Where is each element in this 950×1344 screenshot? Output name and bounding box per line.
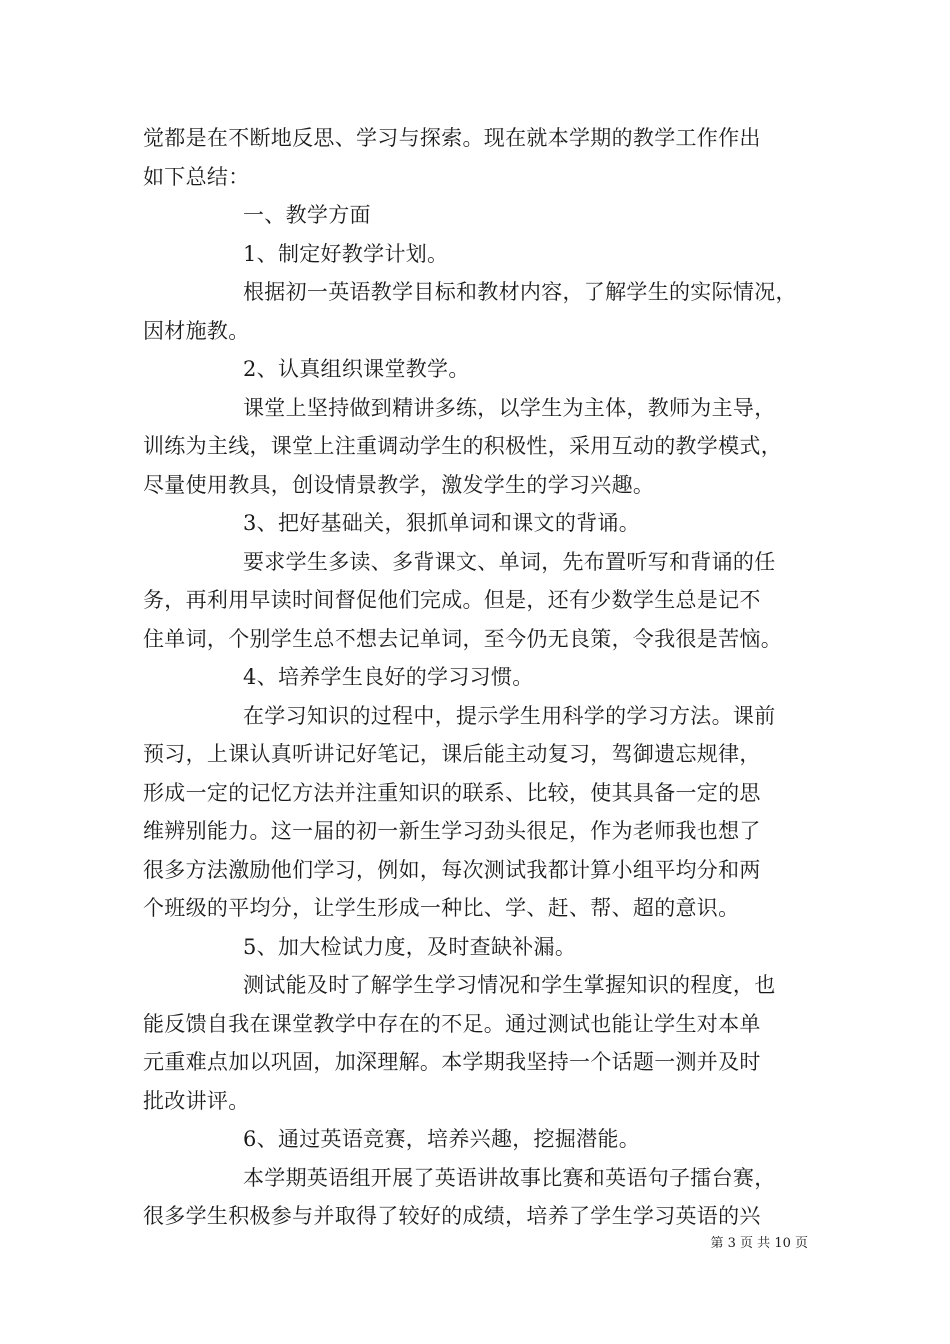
text-line: 很多学生积极参与并取得了较好的成绩，培养了学生学习英语的兴 (143, 1204, 761, 1228)
text-line: 根据初一英语教学目标和教材内容，了解学生的实际情况， (243, 280, 797, 304)
page-number-footer: 第 3 页 共 10 页 (710, 1236, 808, 1251)
text-line: 本学期英语组开展了英语讲故事比赛和英语句子擂台赛， (243, 1165, 776, 1190)
text-line: 2、认真组织课堂教学。 (243, 357, 470, 381)
text-line: 预习，上课认真听讲记好笔记，课后能主动复习，驾御遗忘规律， (143, 742, 761, 766)
text-line: 维辨别能力。这一届的初一新生学习劲头很足，作为老师我也想了 (143, 819, 761, 843)
text-line: 批改讲评。 (143, 1088, 250, 1113)
text-line: 能反馈自我在课堂教学中存在的不足。通过测试也能让学生对本单 (143, 1011, 761, 1036)
text-line: 3、把好基础关，狠抓单词和课文的背诵。 (243, 511, 641, 535)
text-line: 4、培养学生良好的学习习惯。 (243, 665, 534, 689)
text-line: 1、制定好教学计划。 (243, 241, 449, 266)
text-line: 课堂上坚持做到精讲多练，以学生为主体，教师为主导， (243, 395, 776, 420)
text-line: 住单词，个别学生总不想去记单词，至今仍无良策，令我很是苦恼。 (143, 626, 782, 651)
text-line: 很多方法激励他们学习，例如，每次测试我都计算小组平均分和两 (143, 857, 761, 882)
text-line: 5、加大检试力度，及时查缺补漏。 (243, 934, 577, 959)
text-line: 在学习知识的过程中，提示学生用科学的学习方法。课前 (243, 703, 776, 728)
text-line: 因材施教。 (143, 318, 250, 343)
text-line: 训练为主线，课堂上注重调动学生的积极性，采用互动的教学模式， (143, 434, 782, 458)
document-body (143, 119, 813, 1236)
text-line: 形成一定的记忆方法并注重知识的联系、比较，使其具备一定的思 (143, 780, 761, 805)
text-line: 一、教学方面 (243, 203, 371, 227)
text-line: 觉都是在不断地反思、学习与探索。现在就本学期的教学工作作出 (143, 126, 761, 150)
text-line: 如下总结： (143, 164, 250, 189)
text-line: 测试能及时了解学生学习情况和学生掌握知识的程度，也 (243, 973, 776, 997)
text-line: 尽量使用教具，创设情景教学，激发学生的学习兴趣。 (143, 472, 655, 497)
text-line: 6、通过英语竞赛，培养兴趣，挖掘潜能。 (243, 1127, 641, 1151)
text-line: 务，再利用早读时间督促他们完成。但是，还有少数学生总是记不 (143, 588, 761, 612)
text-line: 元重难点加以巩固，加深理解。本学期我坚持一个话题一测并及时 (143, 1050, 761, 1074)
text-line: 个班级的平均分，让学生形成一种比、学、赶、帮、超的意识。 (143, 896, 740, 920)
text-line: 要求学生多读、多背课文、单词，先布置听写和背诵的任 (243, 549, 776, 574)
